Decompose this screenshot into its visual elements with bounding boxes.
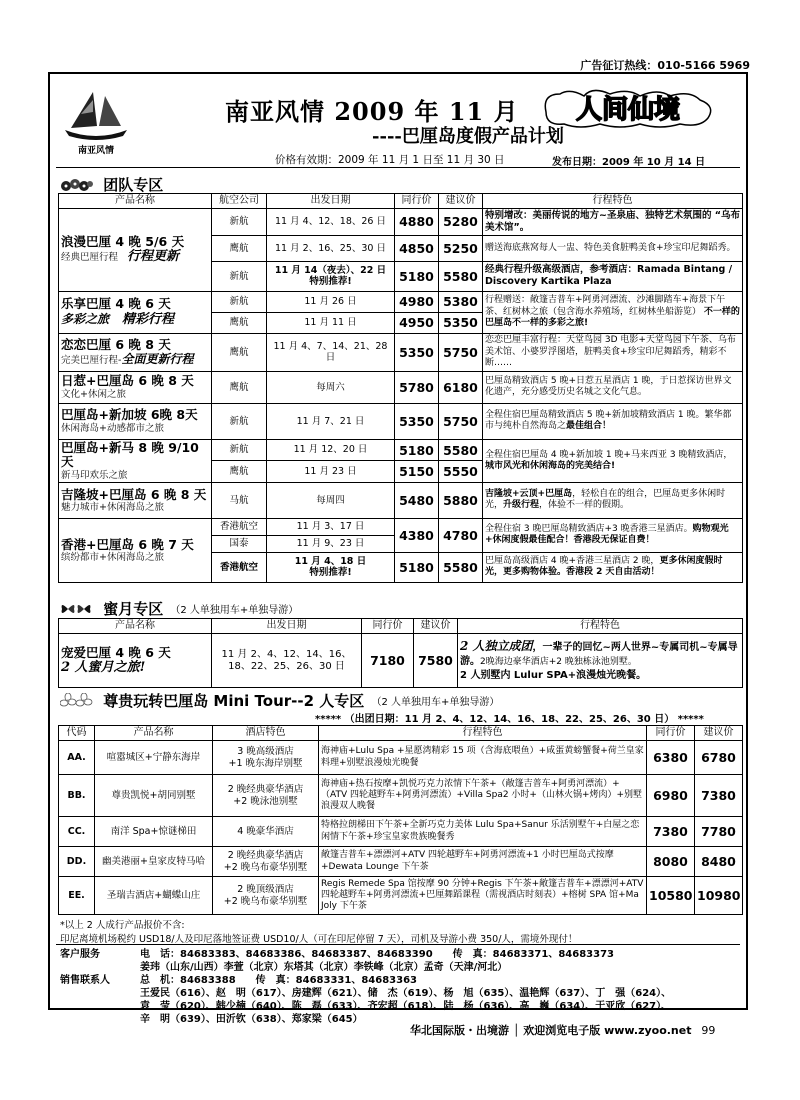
peer-price: 5350 <box>395 333 439 371</box>
product-subtitle: 魅力城市+休闲海岛之旅 <box>61 501 164 513</box>
retail-price: 5580 <box>439 261 483 291</box>
feature-cell <box>483 439 743 482</box>
departure-dates-cell <box>267 552 395 582</box>
product-subtitle: 缤纷都市+休闲海岛之旅 <box>61 551 164 563</box>
peer-price: 7380 <box>647 817 695 847</box>
page-number: 99 <box>701 1024 716 1037</box>
table-row <box>59 371 743 403</box>
departure-dates: 11 月 26 日 <box>267 291 395 312</box>
col-header: 行程特色 <box>483 194 743 209</box>
departure-dates: 11 月 3、17 日 <box>267 518 395 535</box>
product-name: 宠爱巴厘 4 晚 6 天 <box>61 644 171 660</box>
product-subtitle: 文化+休闲之旅 <box>61 388 126 400</box>
col-header: 产品名称 <box>95 726 213 741</box>
departure-dates: 11 月 23 日 <box>267 461 395 483</box>
contact-row <box>60 974 740 987</box>
table-row <box>59 741 743 775</box>
product-cell <box>59 403 212 439</box>
feature-highlight: 吉隆坡+云顶+巴厘岛 <box>485 489 573 500</box>
peer-price: 5480 <box>395 482 439 518</box>
peer-price: 6380 <box>647 741 695 775</box>
feature-text: ，体验不一样的假期。 <box>539 500 630 511</box>
page-title: 南亚风情 2009 年 11 月 <box>225 97 519 126</box>
col-header: 同行价 <box>362 619 414 634</box>
table-row <box>59 482 743 518</box>
product-name: 巴厘岛+新马 8 晚 9/10 天 <box>61 439 199 470</box>
product-subtitle: 新马印欢乐之旅 <box>61 469 128 481</box>
airline: 鹰航 <box>212 235 267 261</box>
flyer-frame <box>48 72 748 1025</box>
sales-phone: 总 机：84683388 传 真：84683331、84683363 <box>140 975 417 986</box>
group-section-header <box>60 174 163 194</box>
retail-price: 6180 <box>439 371 483 403</box>
departure-dates-cell <box>267 261 395 291</box>
departure-dates: 11 月 4、18 日 <box>294 556 367 567</box>
col-header: 代码 <box>59 726 95 741</box>
airline: 香港航空 <box>212 518 267 535</box>
departure-dates: 11 月 2、16、25、30 日 <box>267 235 395 261</box>
peer-price: 5180 <box>395 261 439 291</box>
table-row <box>59 634 743 688</box>
retail-price: 5380 <box>439 291 483 312</box>
group-tour-table <box>58 193 743 583</box>
peer-price: 4950 <box>395 312 439 333</box>
feature-text: 海神庙+热石按摩+凯悦巧克力浓情下午茶+（敞篷吉普车+阿勇河漂流）+（ATV 四轮越野车+阿勇河漂流）+Villa Spa2 小时+（山林火锅+烤肉）+别墅浪漫双人晚餐 <box>319 775 647 817</box>
peer-price: 5150 <box>395 461 439 483</box>
airline: 国泰 <box>212 535 267 552</box>
product-name: 圣瑞吉酒店+蝴蝶山庄 <box>95 877 213 915</box>
mini-tour-table <box>58 725 743 915</box>
airline: 新航 <box>212 403 267 439</box>
product-subtitle: 休闲海岛+动感都市之旅 <box>61 422 164 434</box>
col-header: 同行价 <box>395 194 439 209</box>
brand-logo <box>63 86 129 156</box>
feature-text: 特别增改：美丽传说的地方~圣泉庙、独特艺术氛围的 “乌布美术馆”。 <box>483 209 743 236</box>
group-section-title: 团队专区 <box>103 176 164 194</box>
feature-highlight: 升级行程 <box>503 500 540 511</box>
table-row <box>59 877 743 915</box>
feature-text: 恋恋巴厘丰富行程：天堂鸟园 3D 电影+天堂鸟园下午茶、乌布美术馆、小婆罗浮图塔，脏鸭美食+珍宝印尼舞蹈秀，精彩不断…… <box>483 333 743 371</box>
retail-price: 5550 <box>439 461 483 483</box>
price-note-heading: *以上 2 人成行产品报价不含: <box>60 920 185 931</box>
col-header: 建议价 <box>695 726 743 741</box>
banner-graphic <box>540 86 716 130</box>
product-cell <box>59 439 212 482</box>
table-header-row <box>59 726 743 741</box>
feature-cell <box>483 552 743 582</box>
product-cell <box>59 371 212 403</box>
retail-price: 7380 <box>695 775 743 817</box>
product-name: 南洋 Spa+惊谜梯田 <box>95 817 213 847</box>
col-header: 建议价 <box>414 619 458 634</box>
sales-staff: 袁 莹（620）、韩少楠（640）、陈 磊（633）、齐宏超（618）、陆 杨（636）、高 巍（634）、于亚欣（627）、 <box>140 1001 672 1012</box>
promo-label: 特别推荐! <box>309 276 352 288</box>
divider <box>56 944 740 945</box>
airline: 马航 <box>212 482 267 518</box>
feature-highlight: 2 人独立成团 <box>460 639 533 654</box>
retail-price: 7780 <box>695 817 743 847</box>
table-row <box>59 518 743 535</box>
product-name: 尊贵凯悦+胡同别墅 <box>95 775 213 817</box>
feature-text: 2晚海边豪华酒店+2 晚独栋泳池别墅。 <box>480 656 637 667</box>
divider <box>56 167 740 168</box>
product-cell <box>59 482 212 518</box>
table-row <box>59 817 743 847</box>
stamp-label: 行程更新 <box>127 249 180 265</box>
departure-dates: 11 月 14（夜去）、22 日 <box>274 264 387 276</box>
retail-price: 5880 <box>439 482 483 518</box>
peer-price: 4880 <box>395 209 439 236</box>
departure-dates: 11 月 11 日 <box>267 312 395 333</box>
retail-price: 5580 <box>439 552 483 582</box>
peer-price: 5180 <box>395 439 439 461</box>
departure-dates: 11 月 9、23 日 <box>267 535 395 552</box>
service-phone: 电 话：84683383、84683386、84683387、84683390 传 真：84683371、84683373 <box>140 949 614 960</box>
col-header: 行程特色 <box>458 619 743 634</box>
product-name: 吉隆坡+巴厘岛 6 晚 8 天 <box>61 486 207 502</box>
feature-text: ，一辈子的回忆~两人世界~专属司机~专属导游。 <box>460 642 738 667</box>
col-header: 同行价 <box>647 726 695 741</box>
mini-tour-section-title: 尊贵玩转巴厘岛 Mini Tour--2 人专区 <box>103 692 365 710</box>
feature-text: 2 人别墅内 Lulur SPA+浪漫烛光晚餐。 <box>460 669 647 681</box>
banner-text: 人间仙境 <box>575 95 681 125</box>
price-note-detail: 印尼离境机场税约 USD18/人及印尼落地签证费 USD10/人（可在印尼停留 7 天），司机及导游小费 350/人，需境外现付！ <box>60 934 578 945</box>
product-code: CC. <box>59 817 95 847</box>
butterfly-icon <box>60 601 94 617</box>
retail-price: 6780 <box>695 741 743 775</box>
col-header: 产品名称 <box>59 194 212 209</box>
airline: 鹰航 <box>212 312 267 333</box>
ad-hotline: 广告征订热线：010-5166 5969 <box>580 59 750 72</box>
retail-price: 5250 <box>439 235 483 261</box>
product-cell <box>59 333 212 371</box>
departure-dates: 每周六 <box>267 371 395 403</box>
feature-highlight: 购物观光+休闲度假最佳配合！香港段无保证自费！ <box>485 524 729 546</box>
table-row <box>59 775 743 817</box>
contact-row <box>60 1000 740 1013</box>
peer-price: 8080 <box>647 847 695 877</box>
feature-text: 海神庙+Lulu Spa +星愿湾精彩 15 项（含海底喂鱼）+咸蛋黄螃蟹餐+荷兰皇家料理+别墅浪漫烛光晚餐 <box>319 741 647 775</box>
product-name: 巴厘岛+新加坡 6晚 8天 <box>61 407 198 423</box>
peer-price: 5350 <box>395 403 439 439</box>
sales-staff: 王爱民（616）、赵 明（617）、房建辉（621）、储 杰（619）、杨 旭（635）、温艳辉（637）、丁 强（624）、 <box>140 988 672 999</box>
page-subtitle: ----巴厘岛度假产品计划 <box>372 126 564 147</box>
honeymoon-section-header <box>60 598 298 618</box>
stamp-label: 精彩行程 <box>122 311 175 327</box>
feature-cell <box>483 403 743 439</box>
promo-label: 特别推荐! <box>309 567 352 579</box>
sales-staff: 辛 明（639）、田沂钦（638）、郑家梁（645） <box>140 1014 363 1025</box>
feature-text: 全程住宿巴厘岛 4 晚+新加坡 1 晚+马来西亚 3 晚精致酒店， <box>485 449 733 460</box>
product-name: 乐享巴厘 4 晚 6 天 <box>61 296 171 312</box>
retail-price: 5350 <box>439 312 483 333</box>
table-row <box>59 333 743 371</box>
airline: 鹰航 <box>212 371 267 403</box>
col-header: 建议价 <box>439 194 483 209</box>
col-header: 出发日期 <box>267 194 395 209</box>
departure-dates: 11 月 4、7、14、21、28 日 <box>267 333 395 371</box>
feature-text: 敞篷吉普车+漂漂河+ATV 四轮越野车+阿勇河漂流+1 小时巴厘岛式按摩+Dewata Lounge 下午茶 <box>319 847 647 877</box>
col-header: 航空公司 <box>212 194 267 209</box>
table-row <box>59 209 743 236</box>
flower-cluster-icon <box>60 177 94 193</box>
airline: 新航 <box>212 209 267 236</box>
honeymoon-table <box>58 618 743 688</box>
contact-row <box>60 948 740 961</box>
footer-text: 华北国际版・出境游 │ 欢迎浏览电子版 www.zyoo.net <box>410 1024 692 1037</box>
product-name: 浪漫巴厘 4 晚 5/6 天 <box>61 233 185 249</box>
peer-price: 5180 <box>395 552 439 582</box>
table-row <box>59 847 743 877</box>
service-label: 客户服务 <box>60 949 100 960</box>
feature-text: 赠送海底燕窝每人一盅、特色美食脏鸭美食+珍宝印尼舞蹈秀。 <box>483 235 743 261</box>
airline: 新航 <box>212 291 267 312</box>
product-code: DD. <box>59 847 95 877</box>
departure-dates: 11 月 2、4、12、14、16、18、22、25、26、30 日 <box>212 634 362 688</box>
product-code: AA. <box>59 741 95 775</box>
col-header: 酒店特色 <box>213 726 319 741</box>
departure-dates: 每周四 <box>267 482 395 518</box>
airline: 新航 <box>212 439 267 461</box>
feature-cell <box>458 634 743 688</box>
peer-price: 4850 <box>395 235 439 261</box>
honeymoon-section-subtitle: （2 人单独用车+单独导游） <box>170 605 299 616</box>
retail-price: 4780 <box>439 518 483 552</box>
feature-text: 巴厘岛精致酒店 5 晚+日惹五星酒店 1 晚，于日惹探访世界文化遗产，充分感受历史名城之文化气息。 <box>483 371 743 403</box>
peer-price: 10580 <box>647 877 695 915</box>
product-name: 香港+巴厘岛 6 晚 7 天 <box>61 536 194 552</box>
feature-text: Regis Remede Spa 馆按摩 90 分钟+Regis 下午茶+敞篷吉普车+漂漂河+ATV 四轮越野车+阿勇河漂流+巴厘舞蹈课程（需视酒店时刻表）+榕树 SPA 馆+Ma Joly 下午茶 <box>319 877 647 915</box>
peer-price: 5780 <box>395 371 439 403</box>
feature-text: 经典行程升级高级酒店，参考酒店：Ramada Bintang / Discovery Kartika Plaza <box>483 261 743 291</box>
mini-tour-section-header <box>60 690 499 710</box>
airline: 香港航空 <box>212 552 267 582</box>
honeymoon-section-title: 蜜月专区 <box>103 600 164 618</box>
departure-dates: 11 月 7、21 日 <box>267 403 395 439</box>
sales-label: 销售联系人 <box>60 975 110 986</box>
hotel-features: 4 晚豪华酒店 <box>213 817 319 847</box>
feature-cell <box>483 482 743 518</box>
feature-text: 行程赠送：敞篷吉普车+阿勇河漂流、沙滩脚踏车+海景下午茶、红树林之旅（包含海水养殖场，红树林坐船游览） <box>485 295 726 317</box>
product-cell <box>59 518 212 582</box>
retail-price: 5280 <box>439 209 483 236</box>
table-row <box>59 403 743 439</box>
hotel-features: 2 晚经典豪华酒店 +2 晚乌布豪华别墅 <box>213 847 319 877</box>
retail-price: 8480 <box>695 847 743 877</box>
departure-dates: 11 月 4、12、18、26 日 <box>267 209 395 236</box>
feature-highlight: 最佳组合！ <box>566 421 612 432</box>
retail-price: 10980 <box>695 877 743 915</box>
product-name: 恋恋巴厘 6 晚 8 天 <box>61 336 171 352</box>
table-row <box>59 291 743 312</box>
feature-highlight: 更多休闲度假时光，更多购物体验。香港段 2 天自由活动！ <box>485 556 723 578</box>
airline: 新航 <box>212 261 267 291</box>
product-code: EE. <box>59 877 95 915</box>
retail-price: 7580 <box>414 634 458 688</box>
col-header: 出发日期 <box>212 619 362 634</box>
feature-text: 全程住宿 3 晚巴厘岛精致酒店+3 晚香港三星酒店。 <box>485 524 693 535</box>
product-slogan: 多彩之旅 <box>61 311 110 326</box>
departure-dates: 11 月 12、20 日 <box>267 439 395 461</box>
table-header-row <box>59 194 743 209</box>
feature-cell <box>483 291 743 333</box>
peer-price: 4380 <box>395 518 439 552</box>
airline: 鹰航 <box>212 461 267 483</box>
col-header: 产品名称 <box>59 619 212 634</box>
sailboat-icon <box>63 86 129 144</box>
product-subtitle: 经典巴厘行程 <box>61 252 119 264</box>
frangipani-icon <box>60 693 94 709</box>
table-row <box>59 439 743 461</box>
contact-row <box>60 961 740 974</box>
peer-price: 7180 <box>362 634 414 688</box>
page-footer <box>410 1022 715 1038</box>
product-subtitle: 完美巴厘行程- <box>61 355 122 367</box>
retail-price: 5750 <box>439 333 483 371</box>
product-cell <box>59 291 212 333</box>
product-name: 喧嚣城区+宁静东海岸 <box>95 741 213 775</box>
feature-highlight: 不一样的巴厘岛不一样的多彩之旅! <box>485 306 740 328</box>
stamp-label: 全面更新行程 <box>121 352 194 367</box>
feature-highlight: 城市风光和休闲海岛的完美结合! <box>485 460 616 471</box>
peer-price: 6980 <box>647 775 695 817</box>
product-slogan: 2 人蜜月之旅! <box>61 659 146 675</box>
hotel-features: 3 晚高级酒店 +1 晚东海岸别墅 <box>213 741 319 775</box>
logo-text: 南亚风情 <box>77 146 114 156</box>
product-cell <box>59 634 212 688</box>
hotel-features: 2 晚顶级酒店 +2 晚乌布豪华别墅 <box>213 877 319 915</box>
feature-cell <box>483 518 743 552</box>
mini-tour-dates: ***** （出团日期：11 月 2、4、12、14、16、18、22、25、26、30 日） ***** <box>315 714 704 725</box>
retail-price: 5750 <box>439 403 483 439</box>
publish-date: 发布日期：2009 年 10 月 14 日 <box>552 157 706 168</box>
hotel-features: 2 晚经典豪华酒店 +2 晚泳池别墅 <box>213 775 319 817</box>
feature-text: 巴厘岛高级酒店 4 晚+香港三星酒店 2 晚， <box>485 556 660 567</box>
airline: 鹰航 <box>212 333 267 371</box>
peer-price: 4980 <box>395 291 439 312</box>
product-name: 幽美港丽+皇家皮特马哈 <box>95 847 213 877</box>
feature-text: 特格拉朗梯田下午茶+全新巧克力美体 Lulu Spa+Sanur 乐活别墅午+白屋之恋闲情下午茶+珍宝皇家贵族晚餐秀 <box>319 817 647 847</box>
mini-tour-section-subtitle: （2 人单独用车+单独导游） <box>371 697 500 708</box>
feature-text: ，轻松自在的组合，巴厘岛更多休闲时光， <box>485 489 726 511</box>
feature-text: 全程住宿巴厘岛精致酒店 5 晚+新加坡精致酒店 1 晚。繁华都市与纯朴自然海岛之 <box>485 410 732 432</box>
service-staff: 姜玮（山东/山西）李萱（北京）东塔其（北京）李铁峰（北京）孟奇（天津/河北） <box>140 962 508 973</box>
product-cell <box>59 209 212 292</box>
col-header: 行程特色 <box>319 726 647 741</box>
product-code: BB. <box>59 775 95 817</box>
price-validity: 价格有效期：2009 年 11 月 1 日至 11 月 30 日 <box>275 154 505 166</box>
contact-block <box>60 948 740 1026</box>
retail-price: 5580 <box>439 439 483 461</box>
table-header-row <box>59 619 743 634</box>
product-name: 日惹+巴厘岛 6 晚 8 天 <box>61 373 194 389</box>
contact-row <box>60 987 740 1000</box>
